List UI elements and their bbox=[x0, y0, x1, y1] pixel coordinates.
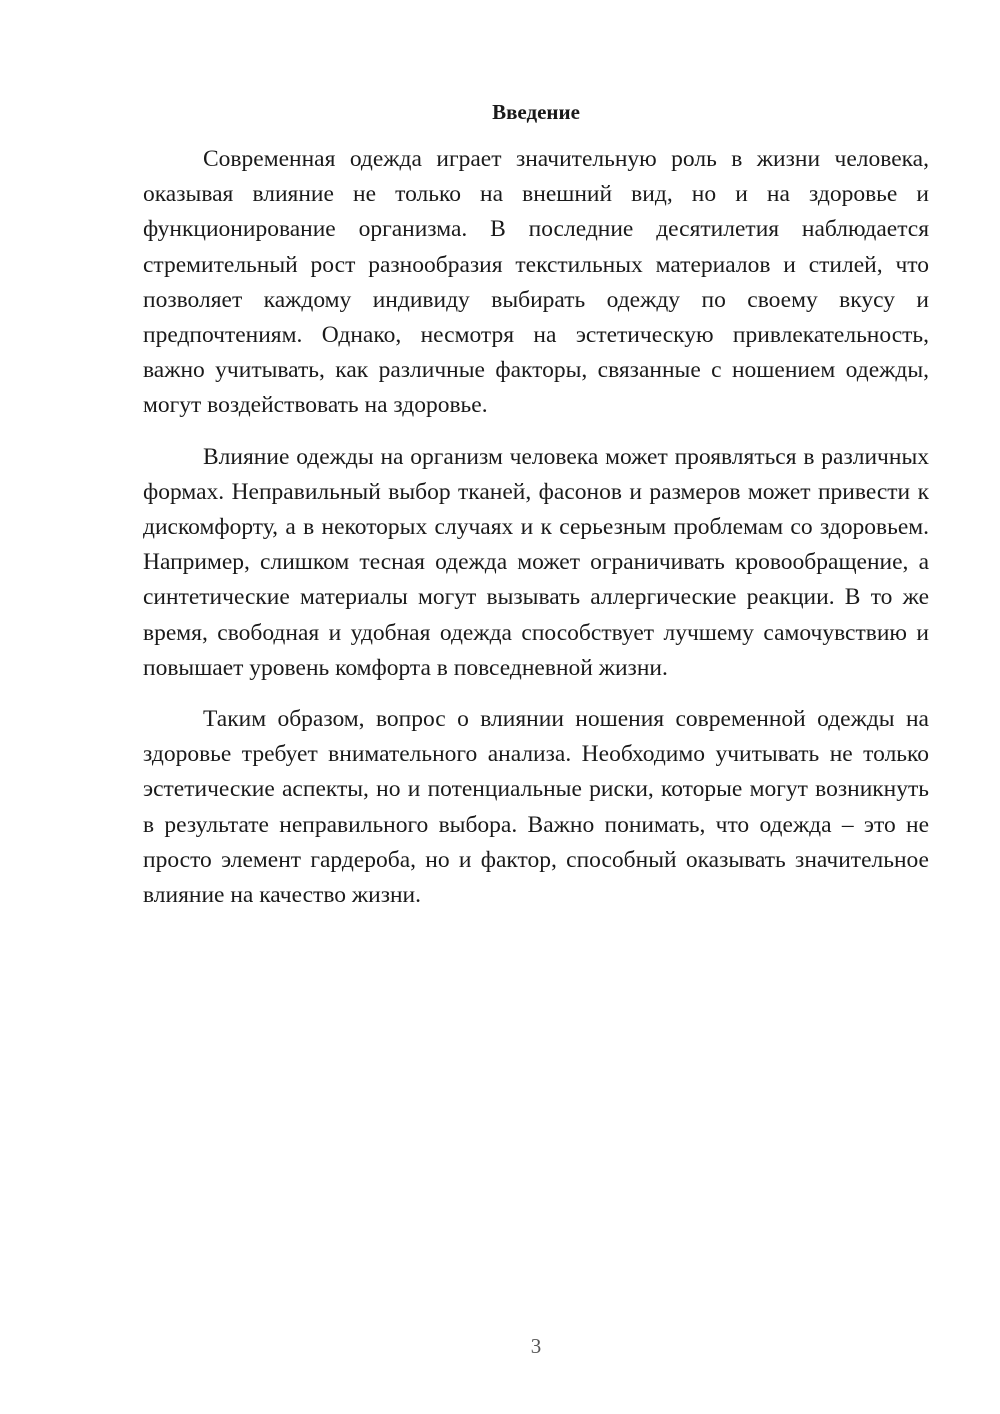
section-heading: Введение bbox=[492, 100, 580, 124]
page-number: 3 bbox=[530, 1334, 542, 1358]
paragraph-1: Современная одежда играет значительную роль в жизни человека, оказывая влияние не только на внешний вид, но и на здоровье и функционирование организма. В последние десятилетия наблюдается стремительный рост разнообразия текстильных материалов и стилей, что позволяет каждому индивиду выбирать одежду по своему вкусу и предпочтениям. Однако, несмотря на эстетическую привлекательность, важно учитывать, как различные факторы, связанные с ношением одежды, могут воздействовать на здоровье. bbox=[143, 146, 929, 419]
paragraph-3: Таким образом, вопрос о влиянии ношения современной одежды на здоровье требует внимательного анализа. Необходимо учитывать не только эстетические аспекты, но и потенциальные риски, которые могут возникнуть в результате неправильного выбора. Важно понимать, что одежда – это не просто элемент гардероба, но и фактор, способный оказывать значительное влияние на качество жизни. bbox=[143, 706, 929, 909]
body-text bbox=[143, 142, 929, 929]
paragraph-2: Влияние одежды на организм человека может проявляться в различных формах. Неправильный выбор тканей, фасонов и размеров может привести к дискомфорту, а в некоторых случаях и к серьезным проблемам со здоровьем. Например, слишком тесная одежда может ограничивать кровообращение, а синтетические материалы могут вызывать аллергические реакции. В то же время, свободная и удобная одежда способствует лучшему самочувствию и повышает уровень комфорта в повседневной жизни. bbox=[143, 443, 929, 681]
